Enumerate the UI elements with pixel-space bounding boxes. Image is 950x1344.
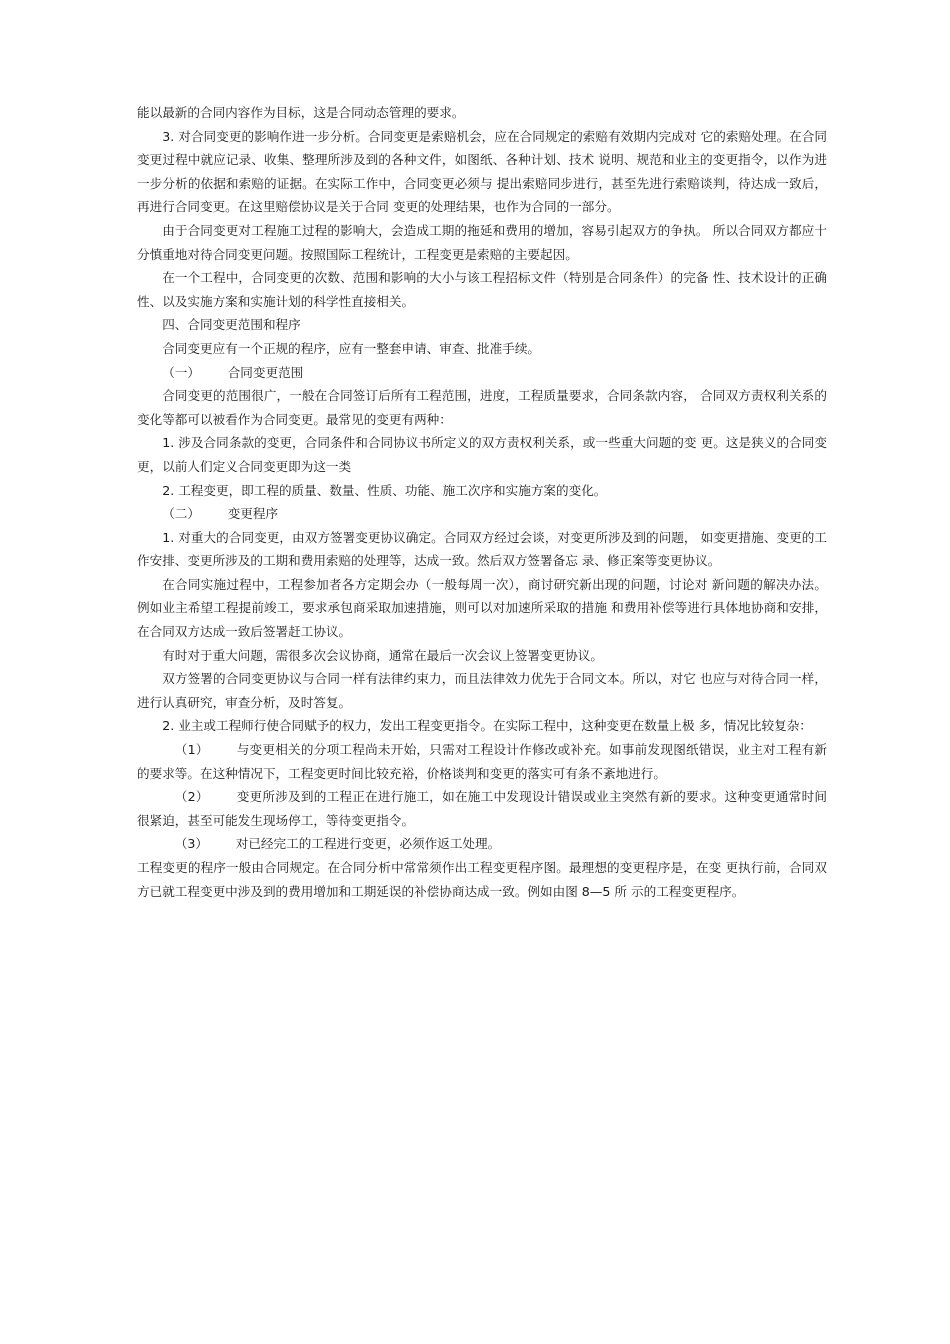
- paragraph-6: 合同变更应有一个正规的程序，应有一整套申请、审查、批准手续。: [162, 340, 540, 356]
- paragraph-9: 1. 涉及合同条款的变更，合同条件和合同协议书所定义的双方责权利关系，或一些重大问题的变 更。这是狭义的合同变更，以前人们定义合同变更即为这一类: [137, 435, 827, 474]
- paragraph-15: 双方签署的合同变更协议与合同一样有法律约束力，而且法律效力优先于合同文本。所以，对它 也应与对待合同一样，进行认真研究，审查分析，及时答复。: [137, 671, 827, 710]
- subsection-title: 合同变更范围: [227, 364, 304, 380]
- paragraph-8: 合同变更的范围很广，一般在合同签订后所有工程范围，进度，工程质量要求，合同条款内容， 合同双方责权利关系的变化等都可以被看作为合同变更。最常见的变更有两种：: [137, 388, 827, 427]
- paragraph-13: 在合同实施过程中，工程参加者各方定期会办（一般每周一次），商讨研究新出现的问题，讨论对 新问题的解决办法。例如业主希望工程提前竣工，要求承包商采取加速措施，则可以对加速所采取的措施 和费用补偿等进行具体地协商和安排，在合同双方达成一致后签署赶工协议。: [137, 576, 827, 640]
- paragraph-4: 在一个工程中，合同变更的次数、范围和影响的大小与该工程招标文件（特别是合同条件）的完备 性、技术设计的正确性、以及实施方案和实施计划的科学性直接相关。: [137, 270, 827, 309]
- list-item-text: 对已经完工的工程进行变更，必须作返工处理。: [235, 836, 501, 852]
- paragraph-2: 3. 对合同变更的影响作进一步分析。合同变更是索赔机会，应在合同规定的索赔有效期内完成对 它的索赔处理。在合同变更过程中就应记录、收集、整理所涉及到的各种文件，如图纸、各种计划、技术 说明、规范和业主的变更指令，以作为进一步分析的依据和索赔的证据。在实际工作中，合同变更必须与 提出索赔同步进行，甚至先进行索赔谈判，待达成一致后，再进行合同变更。在这里赔偿协议是关于合同 变更的处理结果，也作为合同的一部分。: [137, 128, 827, 215]
- subsection-number: （一）: [162, 364, 200, 380]
- subsection-number: （二）: [162, 506, 200, 522]
- list-item-2: [137, 785, 827, 832]
- subsection-title: 变更程序: [227, 506, 279, 522]
- paragraph-16: 2. 业主或工程师行使合同赋予的权力，发出工程变更指令。在实际工程中，这种变更在数量上极 多，情况比较复杂：: [162, 718, 812, 734]
- section-heading-4: 四、合同变更范围和程序: [162, 317, 301, 333]
- subsection-heading-2: [137, 502, 827, 526]
- list-item-number: （3）: [174, 836, 208, 852]
- document-body: [137, 101, 827, 903]
- paragraph-14: 有时对于重大问题，需很多次会议协商，通常在最后一次会议上签署变更协议。: [162, 647, 603, 663]
- paragraph-10: 2. 工程变更，即工程的质量、数量、性质、功能、施工次序和实施方案的变化。: [162, 482, 607, 498]
- paragraph-3: 由于合同变更对工程施工过程的影响大，会造成工期的拖延和费用的增加，容易引起双方的争执。 所以合同双方都应十分慎重地对待合同变更问题。按照国际工程统计，工程变更是索赔的主要起因。: [137, 222, 827, 262]
- paragraph-12: 1. 对重大的合同变更，由双方签署变更协议确定。合同双方经过会谈，对变更所涉及到的问题， 如变更措施、变更的工作安排、变更所涉及的工期和费用索赔的处理等，达成一致。然后双方签署备忘 录、修正案等变更协议。: [137, 529, 827, 569]
- paragraph-1: 能以最新的合同内容作为目标，这是合同动态管理的要求。: [137, 105, 465, 120]
- list-item-text: 与变更相关的分项工程尚未开始，只需对工程设计作修改或补充。如事前发现图纸错误，业主对工程有新的要求等。在这种情况下，工程变更时间比较充裕，价格谈判和变更的落实可有条不紊地进行。: [137, 742, 828, 781]
- list-item-3: [137, 832, 827, 856]
- list-item-number: （2）: [174, 789, 209, 805]
- list-item-number: （1）: [174, 742, 209, 758]
- subsection-heading-1: [137, 361, 827, 385]
- paragraph-20: 工程变更的程序一般由合同规定。在合同分析中常常须作出工程变更程序图。最理想的变更程序是，在变 更执行前，合同双方已就工程变更中涉及到的费用增加和工期延误的补偿协商达成一致。例如由图 8—5 所 示的工程变更程序。: [137, 860, 827, 899]
- list-item-1: [137, 738, 827, 785]
- list-item-text: 变更所涉及到的工程正在进行施工，如在施工中发现设计错误或业主突然有新的要求。这种变更通常时间很紧迫，甚至可能发生现场停工，等待变更指令。: [137, 789, 828, 828]
